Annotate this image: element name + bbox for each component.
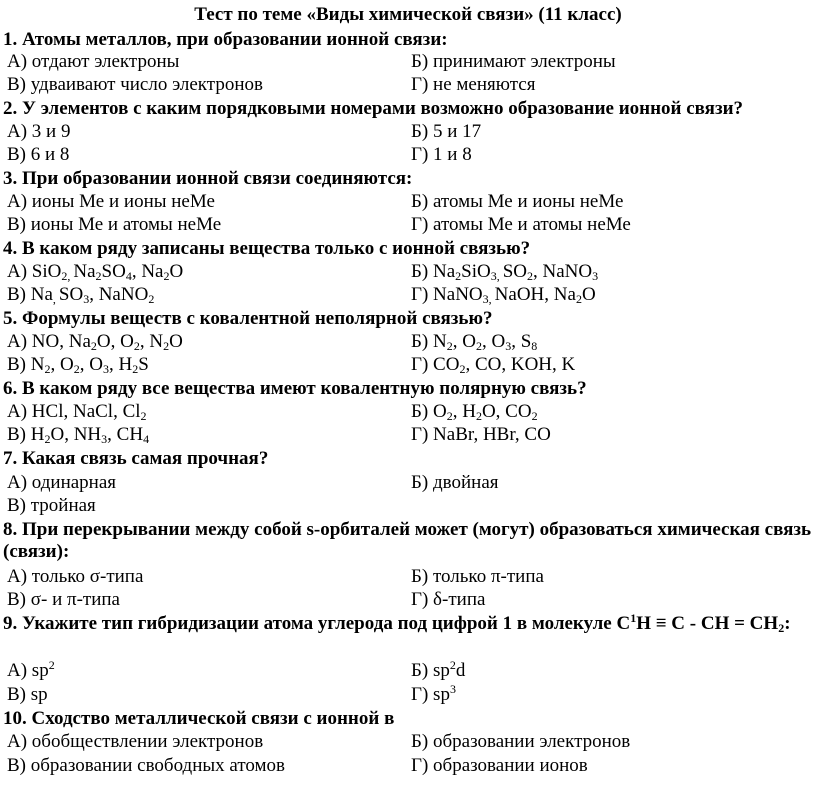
q6-option-c: В) $H_2O$, $NH_3$, $CH_4$	[7, 424, 150, 446]
q2-option-a: А) 3 и 9	[7, 121, 71, 142]
question-8: 8. При перекрывании между собой s-орбиталей может (могут) образоваться химическая связь (связи):	[3, 519, 812, 562]
q10-option-a: А) обобществлении электронов	[7, 731, 264, 752]
q2-option-c: В) 6 и 8	[7, 144, 70, 165]
q10-option-d: Г) образовании ионов	[411, 755, 588, 776]
q2-option-b: Б) 5 и 17	[411, 121, 482, 142]
question-9: 9. Укажите тип гибридизации атома углерода под цифрой 1 в молекуле $С^1Н \equiv С$ - СН = $СН_2$:	[3, 611, 791, 635]
q3-option-b: Б) атомы Ме и ионы неМе	[411, 191, 624, 212]
q8-option-a: А) только σ-типа	[7, 566, 144, 587]
q3-option-c: В) ионы Ме и атомы неМе	[7, 214, 222, 235]
q1-option-a: А) отдают электроны	[7, 51, 180, 72]
question-1: 1. Атомы металлов, при образовании ионной связи:	[3, 29, 448, 50]
q5-option-c: В) $N_2$, $O_2$, $O_3$, $H_2S$	[7, 354, 149, 376]
q7-option-c: В) тройная	[7, 495, 96, 516]
q5-option-a: А) NO, $Na_2O$, $O_2$, $N_2O$	[7, 331, 183, 353]
q9-option-d: Г) $sp^3$	[411, 682, 456, 705]
q4-option-a: А) SiO$_{2,}$ $Na_2SO_4$, $Na_2O$	[7, 261, 184, 283]
q8-option-b: Б) только π-типа	[411, 566, 544, 587]
q2-option-d: Г) 1 и 8	[411, 144, 472, 165]
q5-option-b: Б) $N_2$, $O_2$, $O_3$, $S_8$	[411, 331, 538, 353]
q6-option-d: Г) NaBr, HBr, CO	[411, 424, 551, 445]
q4-option-c: В) $Na_,$ $SO_3$, NaNO$_2$	[7, 284, 155, 306]
q10-option-c: В) образовании свободных атомов	[7, 755, 286, 776]
q4-option-d: Г) NaNO$_{3,}$ NaOH, $Na_2O$	[411, 284, 596, 306]
q1-option-c: В) удваивают число электронов	[7, 74, 263, 95]
q9-option-c: В) sp	[7, 684, 48, 705]
q10-option-b: Б) образовании электронов	[411, 731, 631, 752]
page-title: Тест по теме «Виды химической связи» (11 класс)	[194, 4, 622, 25]
q8-option-c: В) σ- и π-типа	[7, 589, 120, 610]
q1-option-b: Б) принимают электроны	[411, 51, 616, 72]
question-4: 4. В каком ряду записаны вещества только с ионной связью?	[3, 238, 531, 259]
q6-option-a: А) HCl, NaCl, $Cl_2$	[7, 401, 147, 423]
q3-option-d: Г) атомы Ме и атомы неМе	[411, 214, 631, 235]
question-3: 3. При образовании ионной связи соединяются:	[3, 168, 413, 189]
question-10: 10. Сходство металлической связи с ионной в	[3, 708, 395, 729]
q9-option-b: Б) $sp^2d$	[411, 658, 466, 681]
question-6: 6. В каком ряду все вещества имеют ковалентную полярную связь?	[3, 378, 587, 399]
q6-option-b: Б) $O_2$, $H_2O$, $CO_2$	[411, 401, 538, 423]
question-5: 5. Формулы веществ с ковалентной неполярной связью?	[3, 308, 493, 329]
question-7: 7. Какая связь самая прочная?	[3, 448, 269, 469]
q8-option-d: Г) δ-типа	[411, 589, 486, 610]
q5-option-d: Г) $CO_2$, CO, KOH, K	[411, 354, 576, 376]
q7-option-b: Б) двойная	[411, 472, 499, 493]
q7-option-a: А) одинарная	[7, 472, 117, 493]
q4-option-b: Б) $Na_2SiO_{3,}$ $SO_2$, NaNO$_3$	[411, 261, 599, 283]
q1-option-d: Г) не меняются	[411, 74, 536, 95]
q3-option-a: А) ионы Ме и ионы неМе	[7, 191, 215, 212]
q9-option-a: А) $sp^2$	[7, 658, 55, 681]
question-2: 2. У элементов с каким порядковыми номерами возможно образование ионной связи?	[3, 98, 744, 119]
